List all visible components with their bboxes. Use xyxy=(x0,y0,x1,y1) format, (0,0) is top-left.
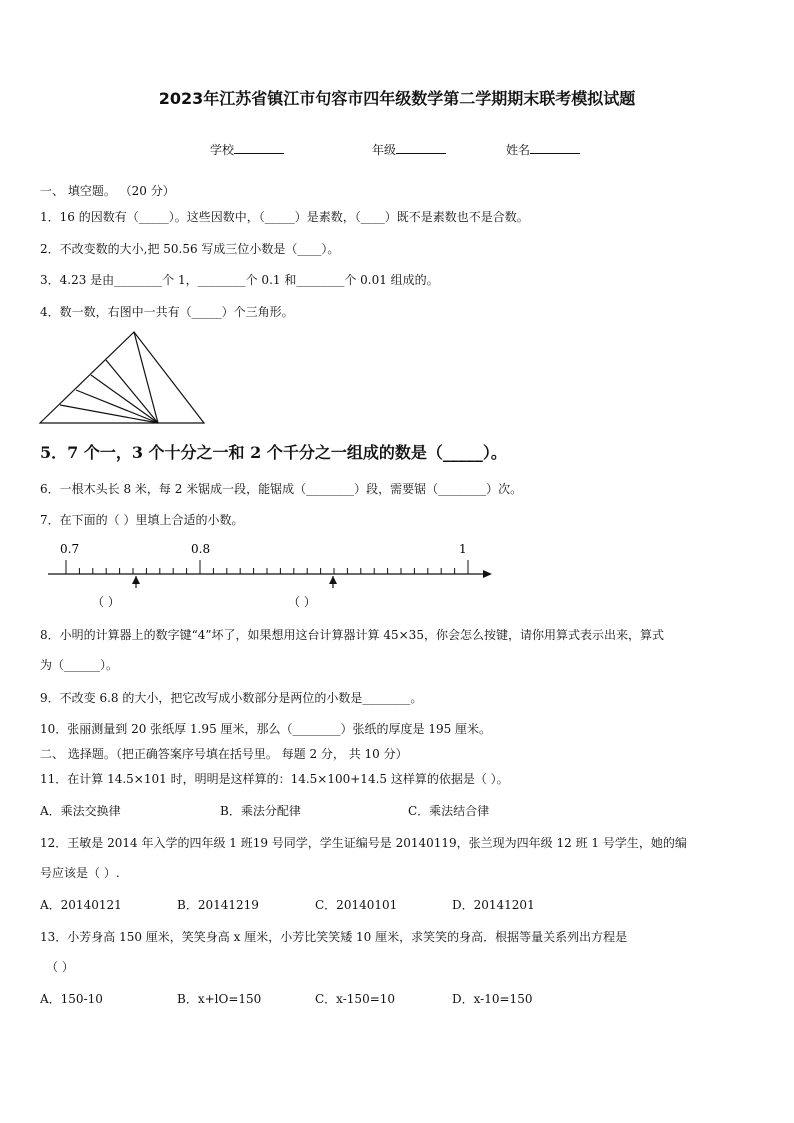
label-0.7: 0.7 xyxy=(60,542,80,556)
label-0.8: 0.8 xyxy=(191,542,211,556)
question-11: 11．在计算 14.5×101 时，明明是这样算的：14.5×100+14.5 这样算的依据是（ ）。 xyxy=(40,772,509,786)
arrow-marker-1 xyxy=(132,576,140,588)
q12-option-c[interactable]: C．20140101 xyxy=(315,898,398,912)
answer-paren-1[interactable]: （ ） xyxy=(92,595,120,609)
q13-option-c[interactable]: C．x-150=10 xyxy=(315,992,396,1006)
triangle-figure xyxy=(36,330,208,426)
q11-option-b[interactable]: B．乘法分配律 xyxy=(220,804,301,818)
question-3: 3．4.23 是由________个 1，________个 0.1 和________个 0.01 组成的。 xyxy=(40,273,439,287)
school-field[interactable] xyxy=(210,141,284,158)
school-label: 学校 xyxy=(210,143,235,157)
q13-option-a[interactable]: A．150-10 xyxy=(40,992,103,1006)
question-10: 10．张丽测量到 20 张纸厚 1.95 厘米，那么（________）张纸的厚度是 195 厘米。 xyxy=(40,722,492,736)
q11-option-a[interactable]: A．乘法交换律 xyxy=(40,804,121,818)
name-blank[interactable] xyxy=(530,141,580,154)
question-12-line-1: 12．王敏是 2014 年入学的四年级 1 班19 号同学，学生证编号是 20140119，张兰现为四年级 12 班 1 号学生，她的编 xyxy=(40,836,687,850)
answer-paren-2[interactable]: （ ） xyxy=(288,595,316,609)
question-13-line-1: 13．小芳身高 150 厘米，笑笑身高 x 厘米，小芳比笑笑矮 10 厘米，求笑笑的身高．根据等量关系列出方程是 xyxy=(40,930,628,944)
question-9: 9．不改变 6.8 的大小，把它改写成小数部分是两位的小数是________。 xyxy=(40,691,423,705)
page-title: 2023年江苏省镇江市句容市四年级数学第二学期期末联考模拟试题 xyxy=(158,89,636,108)
q12-option-a[interactable]: A．20140121 xyxy=(40,898,122,912)
section-1-heading: 一、 填空题。 （20 分） xyxy=(40,184,175,198)
q13-option-b[interactable]: B．x+lO=150 xyxy=(177,992,262,1006)
q12-option-b[interactable]: B．20141219 xyxy=(177,898,259,912)
section-2-heading: 二、 选择题。（把正确答案序号填在括号里。 每题 2 分， 共 10 分） xyxy=(40,747,408,761)
question-1: 1．16 的因数有（_____）。这些因数中，（_____）是素数，（____）既不是素数也不是合数。 xyxy=(40,210,529,224)
question-8-line-2: 为（______）。 xyxy=(40,658,119,672)
grade-field[interactable] xyxy=(372,141,446,158)
question-6: 6．一根木头长 8 米，每 2 米锯成一段，能锯成（________）段，需要锯（________）次。 xyxy=(40,482,523,496)
number-line xyxy=(40,540,500,612)
question-2: 2．不改变数的大小,把 50.56 写成三位小数是（____）。 xyxy=(40,242,340,256)
label-1: 1 xyxy=(459,542,467,556)
q13-option-d[interactable]: D．x-10=150 xyxy=(452,992,533,1006)
question-13-line-2: （ ） xyxy=(46,960,74,974)
grade-label: 年级 xyxy=(372,143,397,157)
name-field[interactable] xyxy=(506,141,580,158)
question-7: 7．在下面的（ ）里填上合适的小数。 xyxy=(40,513,244,527)
question-12-line-2: 号应该是（ ）. xyxy=(40,866,120,880)
grade-blank[interactable] xyxy=(396,141,446,154)
question-4: 4．数一数，右图中一共有（_____）个三角形。 xyxy=(40,305,294,319)
q12-option-d[interactable]: D．20141201 xyxy=(452,898,535,912)
arrow-marker-2 xyxy=(329,576,337,588)
school-blank[interactable] xyxy=(234,141,284,154)
question-5: 5．7 个一，3 个十分之一和 2 个千分之一组成的数是（_____）。 xyxy=(40,443,507,462)
name-label: 姓名 xyxy=(506,143,531,157)
q11-option-c[interactable]: C．乘法结合律 xyxy=(408,804,490,818)
question-8-line-1: 8．小明的计算器上的数字键“4”坏了，如果想用这台计算器计算 45×35，你会怎么按键，请你用算式表示出来，算式 xyxy=(40,628,664,642)
